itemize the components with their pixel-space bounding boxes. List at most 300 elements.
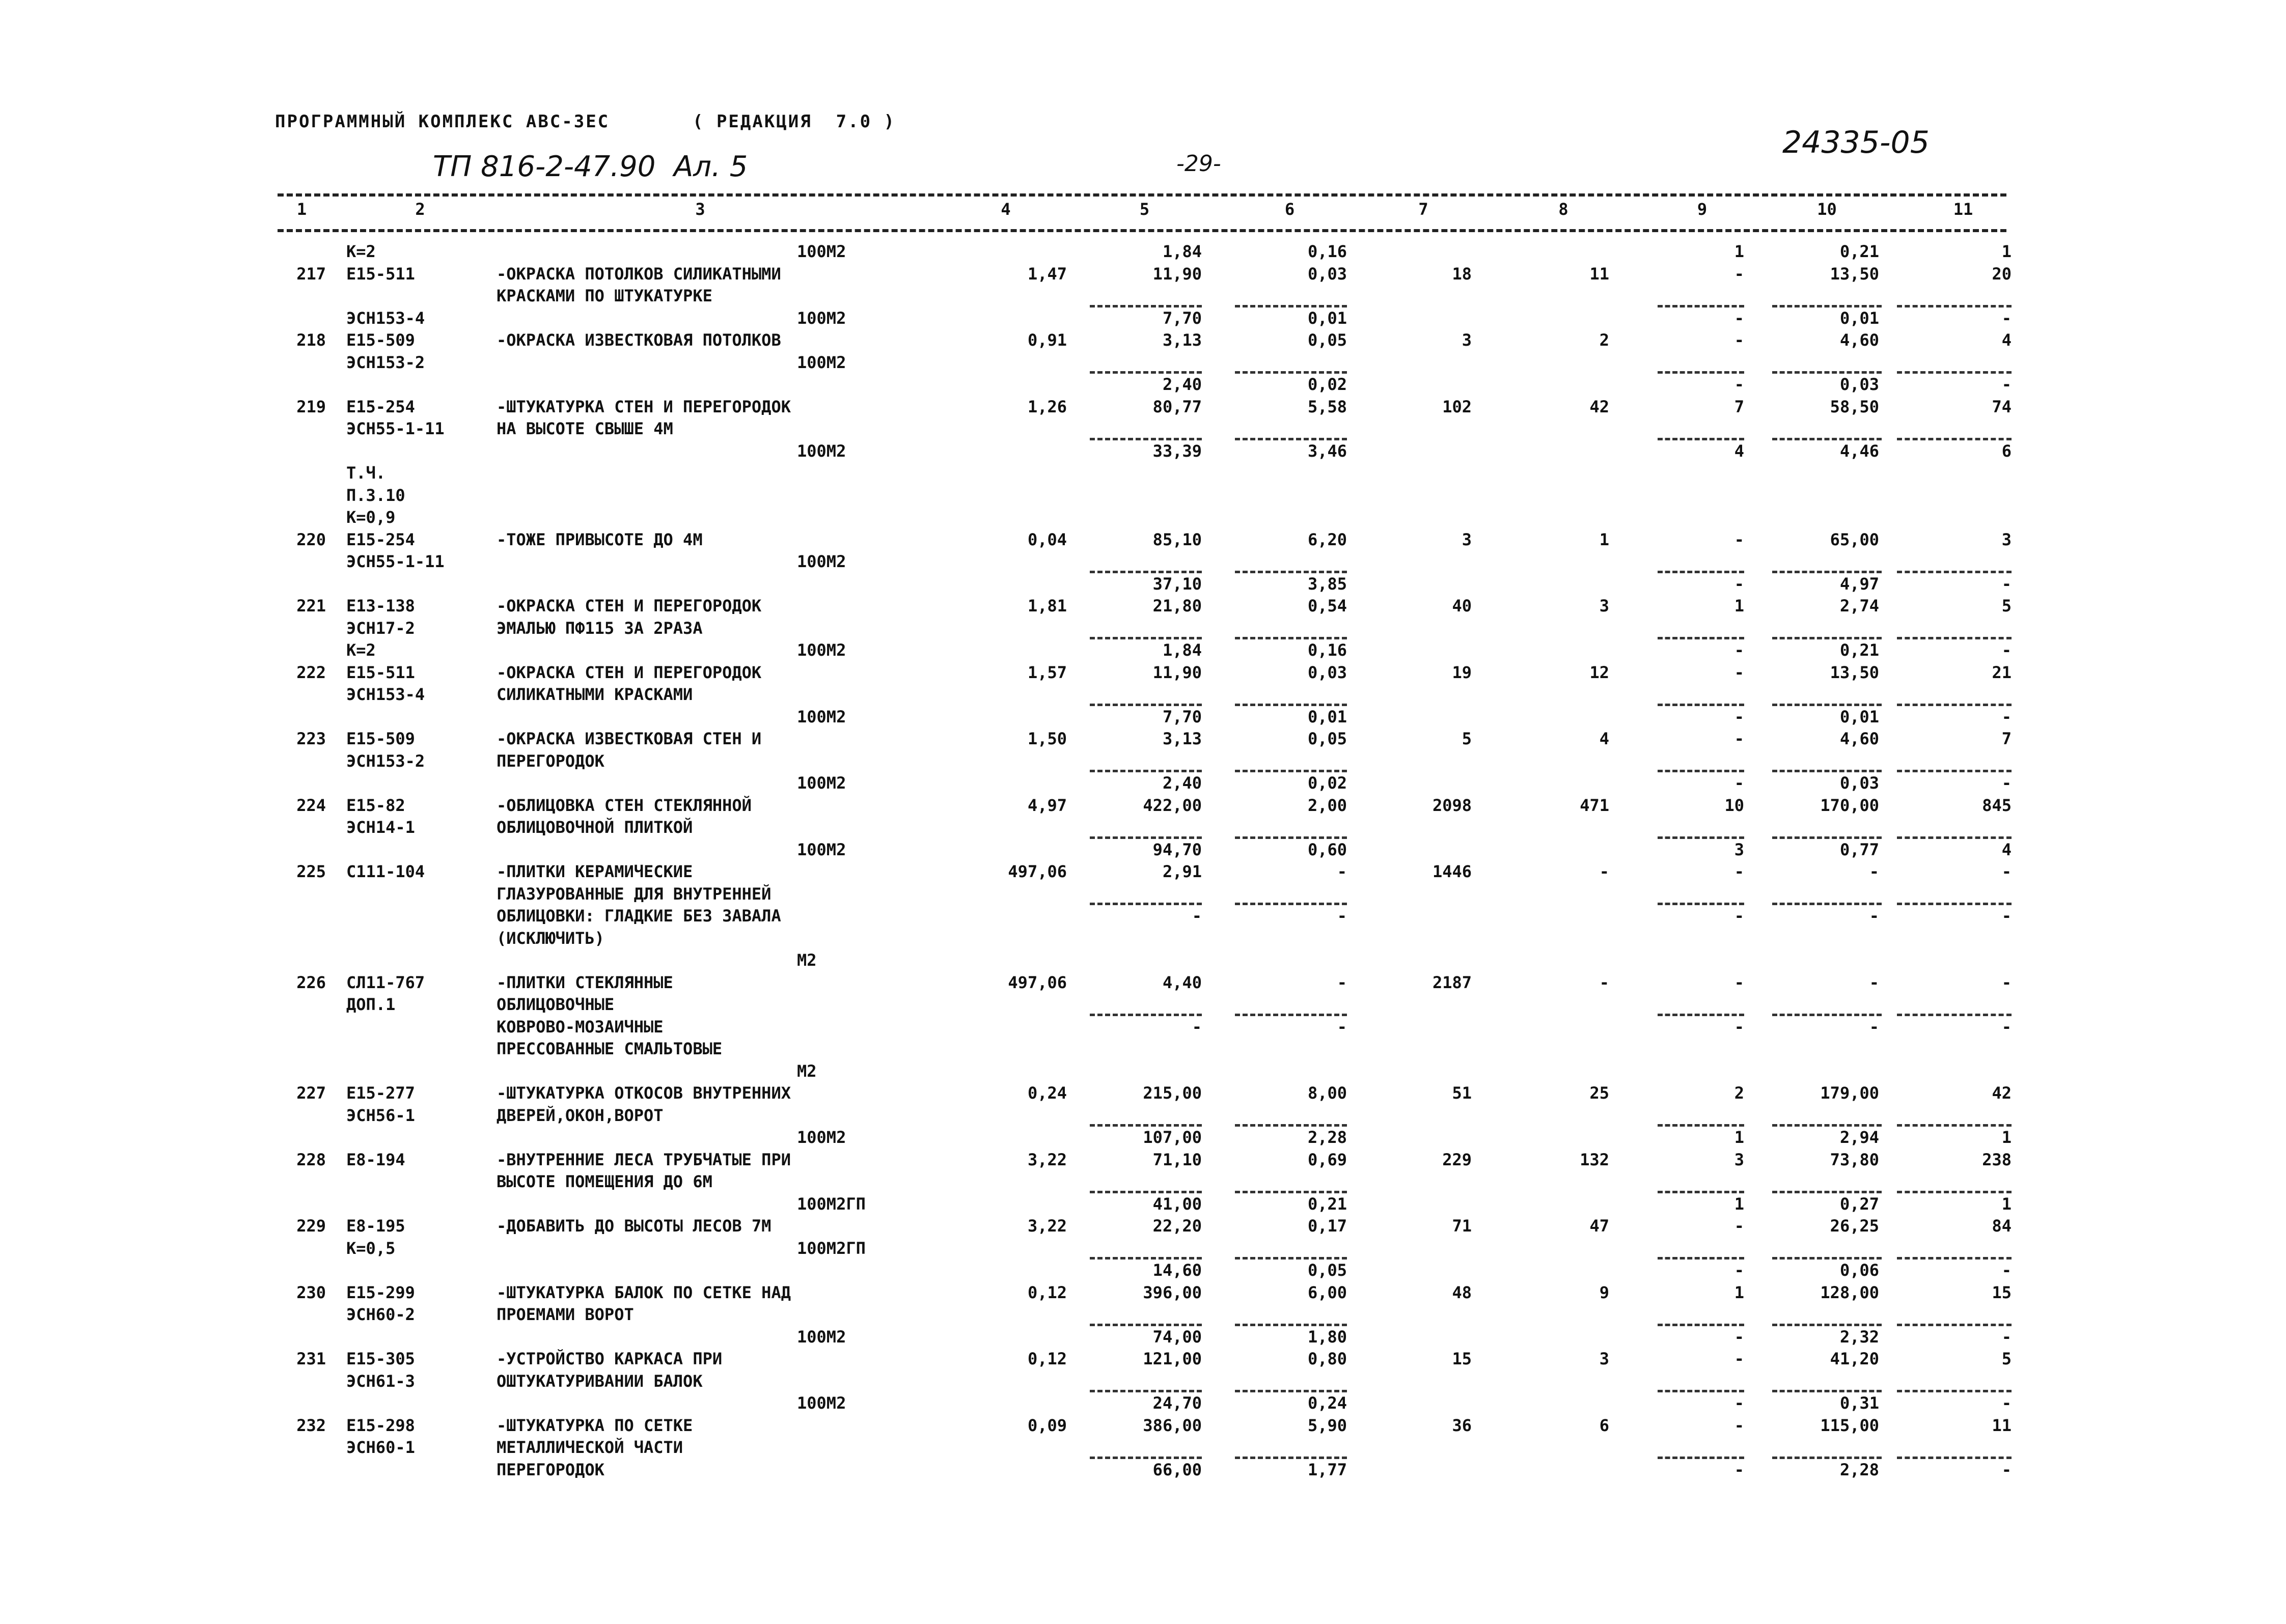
table-cell-col3: -ВНУТРЕННИЕ ЛЕСА ТРУБЧАТЫЕ ПРИ	[497, 1150, 791, 1169]
table-cell-col2: К=0,9	[346, 508, 396, 527]
page-number: -29-	[1176, 151, 1221, 177]
table-cell-col3: 100М2	[797, 552, 846, 571]
table-cell-col10: 2,74	[1839, 596, 1879, 615]
subtotal-separator	[1235, 1014, 1347, 1016]
table-cell-col2: Е8-195	[346, 1216, 405, 1236]
table-cell-col5: 7,70	[1162, 308, 1202, 328]
table-cell-col3: -ШТУКАТУРКА БАЛОК ПО СЕТКЕ НАД	[497, 1282, 791, 1302]
table-cell-col11: 845	[1982, 795, 2012, 815]
subtotal-separator	[1235, 704, 1347, 706]
table-cell-col3: -УСТРОЙСТВО КАРКАСА ПРИ	[497, 1349, 723, 1368]
table-cell-col3: -ОБЛИЦОВКА СТЕН СТЕКЛЯННОЙ	[497, 795, 752, 815]
table-cell-col11: -	[2001, 862, 2012, 881]
table-cell-col4: 0,04	[1027, 529, 1067, 549]
table-cell-col8: 4	[1599, 729, 1609, 748]
table-cell-col3: -ПЛИТКИ СТЕКЛЯННЫЕ	[497, 972, 673, 992]
subtotal-separator	[1235, 1457, 1347, 1459]
subtotal-separator	[1090, 1257, 1202, 1259]
table-cell-col11: -	[2001, 1017, 2012, 1037]
table-cell-col2: П.3.10	[346, 485, 405, 505]
table-cell-col10: 128,00	[1820, 1282, 1879, 1302]
table-cell-col5: -	[1192, 1017, 1202, 1037]
table-cell-col9: -	[1734, 264, 1744, 284]
table-cell-col3: 100М2	[797, 1327, 846, 1347]
table-cell-col1: 224	[296, 795, 326, 815]
column-header-7: 7	[1418, 200, 1428, 219]
table-cell-col3: НА ВЫСОТЕ СВЫШЕ 4М	[497, 419, 673, 438]
subtotal-separator	[1658, 438, 1744, 440]
table-cell-col3: 100М2	[797, 441, 846, 461]
table-cell-col11: 84	[1992, 1216, 2012, 1236]
table-cell-col2: Е8-194	[346, 1150, 405, 1169]
table-cell-col7: 19	[1452, 662, 1472, 682]
table-cell-col2: ЭСН17-2	[346, 618, 415, 638]
table-cell-col4: 4,97	[1027, 795, 1067, 815]
table-cell-col8: 1	[1599, 529, 1609, 549]
table-cell-col5: 74,00	[1152, 1327, 1202, 1347]
table-cell-col2: Е15-305	[346, 1349, 415, 1368]
table-cell-col6: -	[1337, 862, 1347, 881]
column-header-11: 11	[1953, 200, 1973, 219]
table-cell-col9: -	[1734, 1216, 1744, 1236]
table-cell-col6: 0,03	[1307, 662, 1347, 682]
table-cell-col5: 11,90	[1152, 264, 1202, 284]
subtotal-separator	[1897, 1457, 2012, 1459]
table-cell-col2: ЭСН61-3	[346, 1371, 415, 1391]
table-cell-col6: 5,58	[1307, 397, 1347, 416]
table-cell-col10: 0,03	[1839, 375, 1879, 394]
table-cell-col1: 232	[296, 1415, 326, 1435]
table-cell-col6: 0,01	[1307, 308, 1347, 328]
table-cell-col3: КРАСКАМИ ПО ШТУКАТУРКЕ	[497, 286, 712, 305]
program-title: ПРОГРАММНЫЙ КОМПЛЕКС АВС-3ЕС	[275, 111, 610, 132]
subtotal-separator	[1658, 1191, 1744, 1193]
table-cell-col3: 100М2	[797, 1393, 846, 1413]
table-cell-col9: 1	[1734, 1128, 1744, 1147]
table-cell-col2: ЭСН153-4	[346, 685, 425, 704]
table-cell-col4: 1,81	[1027, 596, 1067, 615]
table-cell-col3: -ПЛИТКИ КЕРАМИЧЕСКИЕ	[497, 862, 693, 881]
table-cell-col10: 0,01	[1839, 707, 1879, 726]
table-cell-col1: 221	[296, 596, 326, 615]
table-cell-col1: 217	[296, 264, 326, 284]
table-cell-col3: -ОКРАСКА СТЕН И ПЕРЕГОРОДОК	[497, 596, 762, 615]
table-cell-col2: ЭСН153-2	[346, 751, 425, 771]
table-cell-col8: 42	[1589, 397, 1609, 416]
table-cell-col9: 1	[1734, 242, 1744, 261]
table-cell-col11: -	[2001, 574, 2012, 594]
table-cell-col8: -	[1599, 972, 1609, 992]
subtotal-separator	[1772, 305, 1882, 307]
table-cell-col8: 11	[1589, 264, 1609, 284]
table-cell-col11: 1	[2001, 1128, 2012, 1147]
table-cell-col8: 25	[1589, 1083, 1609, 1103]
table-cell-col11: 21	[1992, 662, 2012, 682]
table-cell-col10: 2,28	[1839, 1460, 1879, 1479]
table-cell-col7: 51	[1452, 1083, 1472, 1103]
table-cell-col11: -	[2001, 1460, 2012, 1479]
table-cell-col1: 226	[296, 972, 326, 992]
table-cell-col5: 2,40	[1162, 375, 1202, 394]
subtotal-separator	[1897, 1257, 2012, 1259]
table-cell-col9: -	[1734, 662, 1744, 682]
table-cell-col2: Е15-511	[346, 264, 415, 284]
table-cell-col6: -	[1337, 906, 1347, 926]
table-cell-col10: 65,00	[1830, 529, 1879, 549]
table-cell-col10: 73,80	[1830, 1150, 1879, 1169]
subtotal-separator	[1235, 770, 1347, 772]
table-cell-col9: -	[1734, 1393, 1744, 1413]
table-cell-col4: 3,22	[1027, 1150, 1067, 1169]
table-cell-col3: -ТОЖЕ ПРИВЫСОТЕ ДО 4М	[497, 529, 703, 549]
table-cell-col4: 497,06	[1008, 862, 1067, 881]
table-cell-col5: 37,10	[1152, 574, 1202, 594]
column-header-3: 3	[695, 200, 705, 219]
column-header-4: 4	[1001, 200, 1011, 219]
table-cell-col3: -ОКРАСКА ИЗВЕСТКОВАЯ СТЕН И	[497, 729, 762, 748]
subtotal-separator	[1897, 770, 2012, 772]
subtotal-separator	[1897, 438, 2012, 440]
table-cell-col7: 2187	[1432, 972, 1472, 992]
table-cell-col1: 229	[296, 1216, 326, 1236]
table-cell-col5: 1,84	[1162, 242, 1202, 261]
table-cell-col5: -	[1192, 906, 1202, 926]
table-cell-col2: Е15-299	[346, 1282, 415, 1302]
table-cell-col5: 2,91	[1162, 862, 1202, 881]
table-cell-col11: 6	[2001, 441, 2012, 461]
table-cell-col3: -ОКРАСКА СТЕН И ПЕРЕГОРОДОК	[497, 662, 762, 682]
subtotal-separator	[1772, 1324, 1882, 1326]
table-cell-col5: 3,13	[1162, 729, 1202, 748]
table-cell-col1: 231	[296, 1349, 326, 1368]
table-cell-col11: 5	[2001, 596, 2012, 615]
table-cell-col7: 5	[1462, 729, 1472, 748]
subtotal-separator	[1658, 1324, 1744, 1326]
table-cell-col10: 115,00	[1820, 1415, 1879, 1435]
column-header-9: 9	[1697, 200, 1707, 219]
subtotal-separator	[1897, 371, 2012, 374]
table-cell-col3: СИЛИКАТНЫМИ КРАСКАМИ	[497, 685, 693, 704]
table-cell-col11: 3	[2001, 529, 2012, 549]
table-cell-col6: 0,02	[1307, 375, 1347, 394]
table-cell-col10: 0,03	[1839, 773, 1879, 793]
table-cell-col6: 1,80	[1307, 1327, 1347, 1347]
table-cell-col10: -	[1869, 1017, 1879, 1037]
table-cell-col7: 3	[1462, 529, 1472, 549]
table-cell-col5: 107,00	[1143, 1128, 1202, 1147]
table-cell-col3: МЕТАЛЛИЧЕСКОЙ ЧАСТИ	[497, 1438, 683, 1457]
table-cell-col9: -	[1734, 308, 1744, 328]
subtotal-separator	[1772, 438, 1882, 440]
table-cell-col3: 100М2ГП	[797, 1194, 866, 1214]
table-cell-col5: 94,70	[1152, 839, 1202, 859]
table-cell-col11: -	[2001, 308, 2012, 328]
table-cell-col11: 15	[1992, 1282, 2012, 1302]
table-cell-col3: ОШТУКАТУРИВАНИИ БАЛОК	[497, 1371, 703, 1391]
column-header-6: 6	[1284, 200, 1295, 219]
table-cell-col3: ПРОЕМАМИ ВОРОТ	[497, 1305, 634, 1324]
table-cell-col4: 0,09	[1027, 1415, 1067, 1435]
table-cell-col9: 10	[1724, 795, 1744, 815]
table-cell-col9: 3	[1734, 1150, 1744, 1169]
table-cell-col3: М2	[797, 1061, 817, 1081]
table-cell-col6: 0,05	[1307, 729, 1347, 748]
table-cell-col9: -	[1734, 330, 1744, 350]
table-cell-col10: 13,50	[1830, 264, 1879, 284]
table-cell-col10: 26,25	[1830, 1216, 1879, 1236]
subtotal-separator	[1090, 1390, 1202, 1392]
subtotal-separator	[1658, 1124, 1744, 1127]
subtotal-separator	[1090, 1324, 1202, 1326]
subtotal-separator	[1772, 571, 1882, 573]
table-cell-col2: ЭСН55-1-11	[346, 419, 445, 438]
table-cell-col2: Е15-254	[346, 397, 415, 416]
table-cell-col3: (ИСКЛЮЧИТЬ)	[497, 928, 604, 948]
table-cell-col5: 386,00	[1143, 1415, 1202, 1435]
table-cell-col5: 3,13	[1162, 330, 1202, 350]
table-cell-col11: 5	[2001, 1349, 2012, 1368]
table-cell-col5: 121,00	[1143, 1349, 1202, 1368]
table-cell-col10: -	[1869, 906, 1879, 926]
subtotal-separator	[1897, 1191, 2012, 1193]
subtotal-separator	[1235, 1191, 1347, 1193]
table-cell-col11: -	[2001, 1261, 2012, 1280]
subtotal-separator	[1658, 1457, 1744, 1459]
table-cell-col3: 100М2	[797, 707, 846, 726]
subtotal-separator	[1658, 1014, 1744, 1016]
table-cell-col6: 0,16	[1307, 640, 1347, 660]
table-cell-col2: ЭСН153-2	[346, 352, 425, 372]
subtotal-separator	[1897, 836, 2012, 839]
table-cell-col3: ПЕРЕГОРОДОК	[497, 1460, 604, 1479]
table-cell-col2: К=2	[346, 640, 376, 660]
table-cell-col3: 100М2	[797, 1128, 846, 1147]
table-cell-col3: ДВЕРЕЙ,ОКОН,ВОРОТ	[497, 1105, 664, 1125]
table-cell-col9: -	[1734, 707, 1744, 726]
table-cell-col3: ОБЛИЦОВОЧНОЙ ПЛИТКОЙ	[497, 818, 693, 837]
table-cell-col5: 66,00	[1152, 1460, 1202, 1479]
project-code: ТП 816-2-47.90 Ал. 5	[433, 150, 748, 183]
table-cell-col10: 4,97	[1839, 574, 1879, 594]
subtotal-separator	[1897, 1390, 2012, 1392]
table-cell-col4: 497,06	[1008, 972, 1067, 992]
subtotal-separator	[1658, 1390, 1744, 1392]
table-cell-col11: -	[2001, 375, 2012, 394]
subtotal-separator	[1235, 305, 1347, 307]
subtotal-separator	[1658, 903, 1744, 905]
table-cell-col3: ОБЛИЦОВКИ: ГЛАДКИЕ БЕЗ ЗАВАЛА	[497, 906, 781, 926]
table-cell-col11: 4	[2001, 330, 2012, 350]
table-cell-col10: 13,50	[1830, 662, 1879, 682]
table-cell-col3: -ШТУКАТУРКА СТЕН И ПЕРЕГОРОДОК	[497, 397, 791, 416]
column-header-5: 5	[1139, 200, 1150, 219]
table-cell-col5: 396,00	[1143, 1282, 1202, 1302]
table-cell-col3: ПРЕССОВАННЫЕ СМАЛЬТОВЫЕ	[497, 1039, 723, 1058]
table-cell-col8: 471	[1580, 795, 1609, 815]
subtotal-separator	[1772, 704, 1882, 706]
table-cell-col9: -	[1734, 640, 1744, 660]
table-cell-col3: -ДОБАВИТЬ ДО ВЫСОТЫ ЛЕСОВ 7М	[497, 1216, 772, 1236]
table-cell-col9: -	[1734, 1349, 1744, 1368]
table-cell-col2: Е15-511	[346, 662, 415, 682]
subtotal-separator	[1658, 637, 1744, 639]
subtotal-separator	[1772, 1014, 1882, 1016]
table-cell-col6: 0,05	[1307, 1261, 1347, 1280]
table-cell-col7: 18	[1452, 264, 1472, 284]
table-cell-col9: -	[1734, 773, 1744, 793]
table-cell-col6: 0,60	[1307, 839, 1347, 859]
table-cell-col11: -	[2001, 906, 2012, 926]
table-cell-col9: -	[1734, 375, 1744, 394]
table-cell-col8: 47	[1589, 1216, 1609, 1236]
table-cell-col2: Е15-277	[346, 1083, 415, 1103]
table-cell-col9: -	[1734, 1460, 1744, 1479]
subtotal-separator	[1090, 305, 1202, 307]
table-cell-col5: 7,70	[1162, 707, 1202, 726]
table-cell-col3: 100М2	[797, 839, 846, 859]
subtotal-separator	[1235, 1390, 1347, 1392]
subtotal-separator	[1772, 836, 1882, 839]
table-cell-col1: 219	[296, 397, 326, 416]
table-cell-col7: 102	[1442, 397, 1472, 416]
table-cell-col1: 222	[296, 662, 326, 682]
table-cell-col5: 2,40	[1162, 773, 1202, 793]
table-cell-col6: -	[1337, 972, 1347, 992]
table-cell-col9: -	[1734, 1261, 1744, 1280]
table-cell-col11: 1	[2001, 242, 2012, 261]
table-cell-col9: 7	[1734, 397, 1744, 416]
table-cell-col2: Т.Ч.	[346, 463, 386, 483]
table-cell-col10: 0,21	[1839, 640, 1879, 660]
subtotal-separator	[1090, 903, 1202, 905]
table-cell-col3: -ОКРАСКА ПОТОЛКОВ СИЛИКАТНЫМИ	[497, 264, 781, 284]
table-cell-col5: 24,70	[1152, 1393, 1202, 1413]
table-cell-col6: 3,85	[1307, 574, 1347, 594]
subtotal-separator	[1772, 903, 1882, 905]
table-cell-col6: 0,24	[1307, 1393, 1347, 1413]
table-cell-col7: 3	[1462, 330, 1472, 350]
table-cell-col3: 100М2	[797, 308, 846, 328]
table-cell-col6: 0,03	[1307, 264, 1347, 284]
subtotal-separator	[1772, 1191, 1882, 1193]
table-cell-col3: 100М2	[797, 773, 846, 793]
table-cell-col5: 215,00	[1143, 1083, 1202, 1103]
table-cell-col9: -	[1734, 729, 1744, 748]
table-cell-col11: 20	[1992, 264, 2012, 284]
table-cell-col2: Е15-254	[346, 529, 415, 549]
table-cell-col10: 0,27	[1839, 1194, 1879, 1214]
table-cell-col10: 58,50	[1830, 397, 1879, 416]
table-cell-col8: 132	[1580, 1150, 1609, 1169]
table-cell-col5: 85,10	[1152, 529, 1202, 549]
table-cell-col7: 15	[1452, 1349, 1472, 1368]
table-cell-col5: 422,00	[1143, 795, 1202, 815]
table-cell-col7: 48	[1452, 1282, 1472, 1302]
subtotal-separator	[1897, 1124, 2012, 1127]
table-cell-col1: 225	[296, 862, 326, 881]
table-cell-col2: Е15-509	[346, 729, 415, 748]
column-header-2: 2	[415, 200, 425, 219]
table-cell-col6: 3,46	[1307, 441, 1347, 461]
table-cell-col2: ЭСН60-1	[346, 1438, 415, 1457]
table-cell-col5: 41,00	[1152, 1194, 1202, 1214]
table-cell-col6: 1,77	[1307, 1460, 1347, 1479]
table-cell-col10: 0,01	[1839, 308, 1879, 328]
table-cell-col10: 2,32	[1839, 1327, 1879, 1347]
subtotal-separator	[1235, 903, 1347, 905]
table-cell-col6: 0,01	[1307, 707, 1347, 726]
subtotal-separator	[1090, 371, 1202, 374]
table-cell-col3: ГЛАЗУРОВАННЫЕ ДЛЯ ВНУТРЕННЕЙ	[497, 884, 772, 904]
table-cell-col6: 0,05	[1307, 330, 1347, 350]
table-cell-col2: ЭСН60-2	[346, 1305, 415, 1324]
table-cell-col9: -	[1734, 972, 1744, 992]
table-cell-col2: Е15-298	[346, 1415, 415, 1435]
table-cell-col1: 223	[296, 729, 326, 748]
table-cell-col2: ДОП.1	[346, 995, 396, 1014]
table-cell-col2: ЭСН55-1-11	[346, 552, 445, 571]
table-cell-col3: -ШТУКАТУРКА ПО СЕТКЕ	[497, 1415, 693, 1435]
subtotal-separator	[1235, 836, 1347, 839]
subtotal-separator	[1772, 371, 1882, 374]
table-cell-col1: 227	[296, 1083, 326, 1103]
table-cell-col5: 33,39	[1152, 441, 1202, 461]
subtotal-separator	[1897, 305, 2012, 307]
table-cell-col8: 2	[1599, 330, 1609, 350]
subtotal-separator	[1772, 1390, 1882, 1392]
table-cell-col8: 9	[1599, 1282, 1609, 1302]
table-cell-col3: 100М2	[797, 352, 846, 372]
table-cell-col2: С111-104	[346, 862, 425, 881]
table-cell-col11: -	[2001, 1327, 2012, 1347]
table-cell-col4: 1,50	[1027, 729, 1067, 748]
table-cell-col4: 0,12	[1027, 1349, 1067, 1368]
subtotal-separator	[1772, 1457, 1882, 1459]
subtotal-separator	[1897, 903, 2012, 905]
table-cell-col11: 74	[1992, 397, 2012, 416]
column-header-8: 8	[1558, 200, 1568, 219]
table-cell-col9: 4	[1734, 441, 1744, 461]
table-cell-col6: 0,69	[1307, 1150, 1347, 1169]
table-cell-col2: К=0,5	[346, 1238, 396, 1258]
table-cell-col6: 0,02	[1307, 773, 1347, 793]
table-cell-col9: -	[1734, 1327, 1744, 1347]
table-cell-col3: ЭМАЛЬЮ ПФ115 ЗА 2РАЗА	[497, 618, 703, 638]
table-cell-col5: 80,77	[1152, 397, 1202, 416]
subtotal-separator	[1090, 1457, 1202, 1459]
table-cell-col3: -ШТУКАТУРКА ОТКОСОВ ВНУТРЕННИХ	[497, 1083, 791, 1103]
table-cell-col3: 100М2	[797, 640, 846, 660]
table-cell-col1: 218	[296, 330, 326, 350]
table-cell-col6: 5,90	[1307, 1415, 1347, 1435]
table-cell-col9: 3	[1734, 839, 1744, 859]
table-cell-col1: 220	[296, 529, 326, 549]
table-cell-col8: 6	[1599, 1415, 1609, 1435]
table-cell-col5: 4,40	[1162, 972, 1202, 992]
subtotal-separator	[1090, 1014, 1202, 1016]
subtotal-separator	[1235, 371, 1347, 374]
table-cell-col9: 1	[1734, 596, 1744, 615]
subtotal-separator	[1658, 571, 1744, 573]
table-cell-col1: 228	[296, 1150, 326, 1169]
table-cell-col4: 1,47	[1027, 264, 1067, 284]
table-cell-col5: 71,10	[1152, 1150, 1202, 1169]
subtotal-separator	[1235, 1257, 1347, 1259]
table-cell-col3: ПЕРЕГОРОДОК	[497, 751, 604, 771]
table-cell-col11: 42	[1992, 1083, 2012, 1103]
table-cell-col5: 21,80	[1152, 596, 1202, 615]
table-cell-col8: 3	[1599, 1349, 1609, 1368]
